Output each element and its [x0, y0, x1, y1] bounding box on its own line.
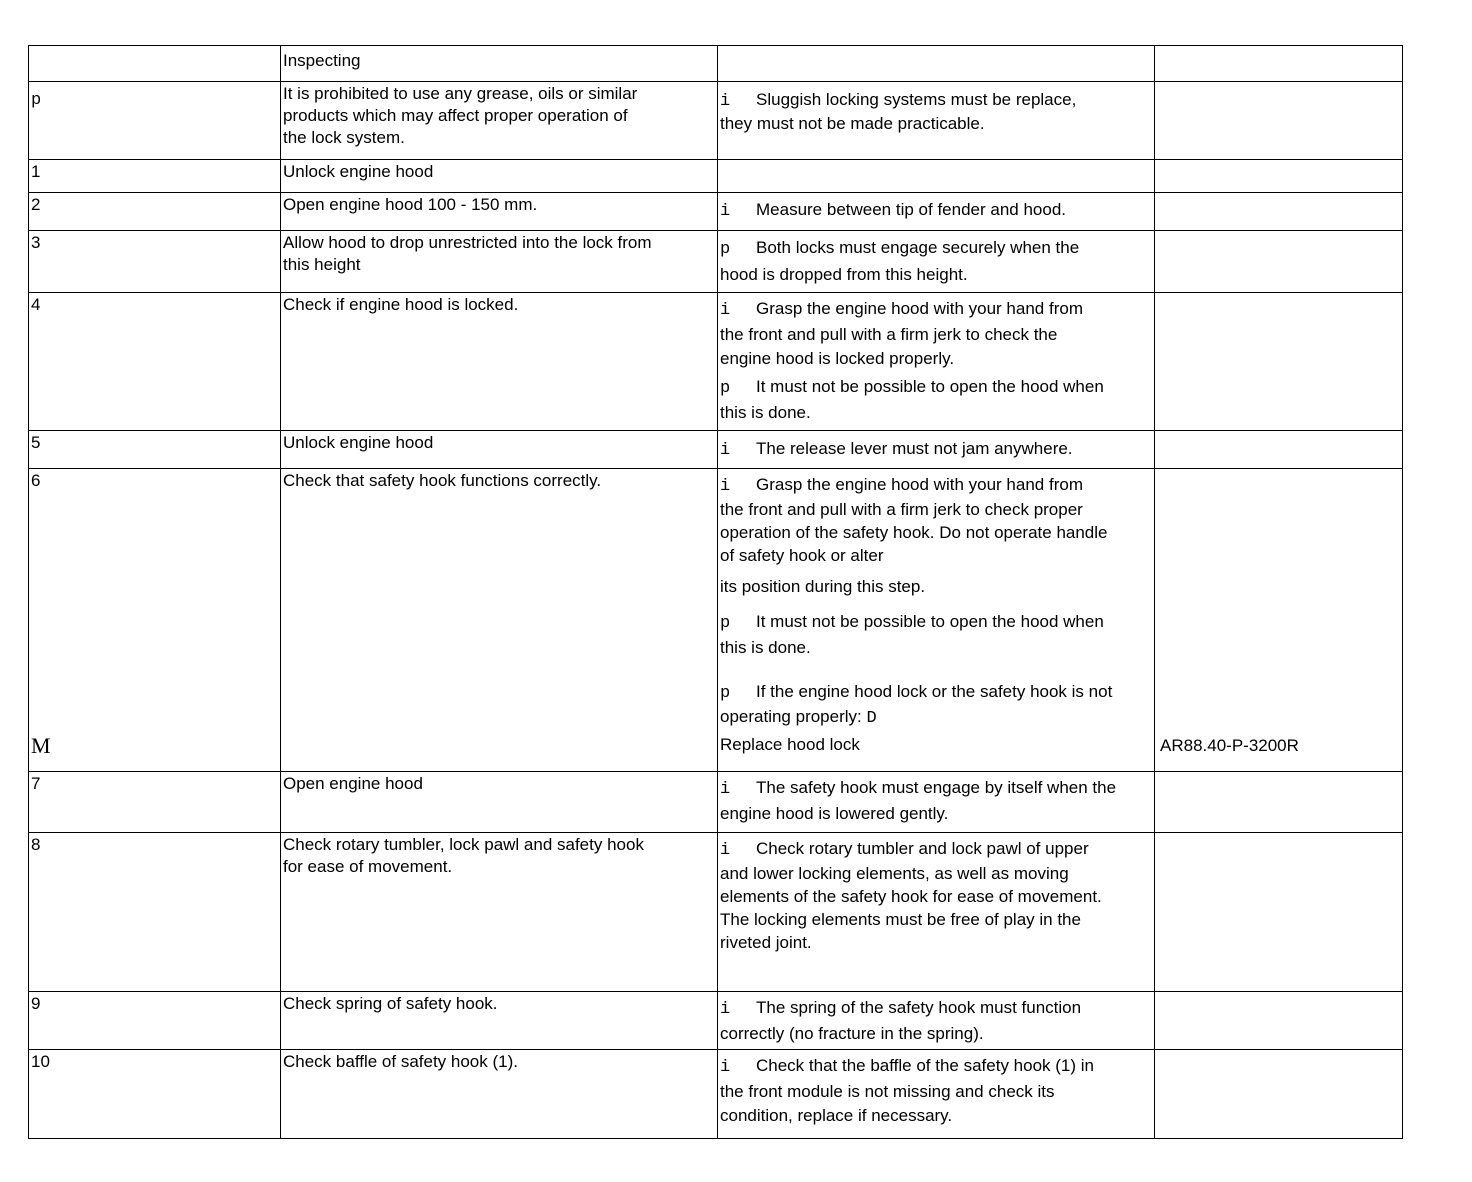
note-cell: i Sluggish locking systems must be replace, they must not be made practicable. — [718, 82, 1155, 160]
table-row — [29, 431, 1403, 469]
step-text: Inspecting — [281, 46, 718, 82]
note-cell: i The spring of the safety hook must function correctly (no fracture in the spring). — [718, 992, 1155, 1050]
table-row — [29, 1050, 1403, 1139]
step-number: 1 — [29, 160, 281, 193]
info-icon: i — [720, 780, 731, 799]
step-number: 9 — [29, 992, 281, 1050]
step-text: Check spring of safety hook. — [281, 992, 718, 1050]
note-cell — [718, 160, 1155, 193]
step-number: 8 — [29, 833, 281, 992]
info-icon: i — [720, 441, 731, 460]
warning-icon: p — [720, 614, 731, 633]
note-cell: i Grasp the engine hood with your hand from the front and pull with a firm jerk to check the engine hood is locked properly. p It must not be possible to open the hood when this is done. — [718, 293, 1155, 431]
table-row — [29, 193, 1403, 231]
table-row — [29, 293, 1403, 431]
step-number: p — [29, 82, 281, 160]
step-text: It is prohibited to use any grease, oils or similar products which may affect proper operation of the lock system. — [281, 82, 718, 160]
info-icon: i — [720, 1000, 731, 1019]
warning-icon: p — [720, 240, 731, 259]
reference-cell — [1155, 1050, 1403, 1139]
table-row — [29, 82, 1403, 160]
table-row — [29, 231, 1403, 293]
step-text: Check that safety hook functions correctly. — [281, 469, 718, 772]
step-number: 5 — [29, 431, 281, 469]
note-cell: i The release lever must not jam anywhere. — [718, 431, 1155, 469]
warning-icon: p — [720, 684, 731, 703]
step-number: 7 — [29, 772, 281, 833]
step-number: 3 — [29, 231, 281, 293]
note-cell: i Grasp the engine hood with your hand from the front and pull with a firm jerk to check proper operation of the safety hook. Do not operate handle of safety hook or alter its position during this step. p It must not be possible to open the hood when this is done. p If the engine hood lock or the safety hook is not operating properly: D Replace hood lock — [718, 469, 1155, 772]
warning-icon: p — [720, 379, 731, 398]
reference-cell — [1155, 469, 1403, 772]
step-text: Allow hood to drop unrestricted into the lock from this height — [281, 231, 718, 293]
step-number: 4 — [29, 293, 281, 431]
info-icon: i — [720, 1058, 731, 1077]
info-icon: i — [720, 841, 731, 860]
step-number: 6 M — [29, 469, 281, 772]
reference-cell — [1155, 431, 1403, 469]
diagnosis-icon: D — [866, 709, 877, 728]
reference-cell — [1155, 772, 1403, 833]
table-row — [29, 992, 1403, 1050]
info-icon: i — [720, 301, 731, 320]
reference-cell — [1155, 231, 1403, 293]
info-icon: i — [720, 202, 731, 221]
marker-label: M — [31, 733, 51, 758]
note-cell — [718, 46, 1155, 82]
reference-cell — [1155, 82, 1403, 160]
step-text: Open engine hood — [281, 772, 718, 833]
reference-cell — [1155, 833, 1403, 992]
note-cell: i Measure between tip of fender and hood. — [718, 193, 1155, 231]
step-text: Check rotary tumbler, lock pawl and safety hook for ease of movement. — [281, 833, 718, 992]
table-row — [29, 772, 1403, 833]
table-row — [29, 46, 1403, 82]
note-cell: i Check rotary tumbler and lock pawl of upper and lower locking elements, as well as moving elements of the safety hook for ease of movement. The locking elements must be free of play in the riveted joint. — [718, 833, 1155, 992]
note-cell: p Both locks must engage securely when the hood is dropped from this height. — [718, 231, 1155, 293]
reference-link[interactable]: AR88.40-P-3200R — [1160, 736, 1299, 755]
info-icon: i — [720, 477, 731, 496]
reference-cell — [1155, 193, 1403, 231]
note-cell: i The safety hook must engage by itself when the engine hood is lowered gently. — [718, 772, 1155, 833]
step-text: Unlock engine hood — [281, 431, 718, 469]
table-row — [29, 469, 1403, 772]
step-text: Check baffle of safety hook (1). — [281, 1050, 718, 1139]
table-row — [29, 160, 1403, 193]
reference-cell — [1155, 160, 1403, 193]
info-icon: i — [720, 92, 731, 111]
step-number: 10 — [29, 1050, 281, 1139]
reference-cell — [1155, 293, 1403, 431]
step-text: Open engine hood 100 - 150 mm. — [281, 193, 718, 231]
step-number: 2 — [29, 193, 281, 231]
step-text: Check if engine hood is locked. — [281, 293, 718, 431]
procedure-table — [28, 45, 1403, 1139]
note-cell: i Check that the baffle of the safety hook (1) in the front module is not missing and check its condition, replace if necessary. — [718, 1050, 1155, 1139]
reference-cell — [1155, 992, 1403, 1050]
step-text: Unlock engine hood — [281, 160, 718, 193]
step-number — [29, 46, 281, 82]
table-row — [29, 833, 1403, 992]
reference-cell — [1155, 46, 1403, 82]
